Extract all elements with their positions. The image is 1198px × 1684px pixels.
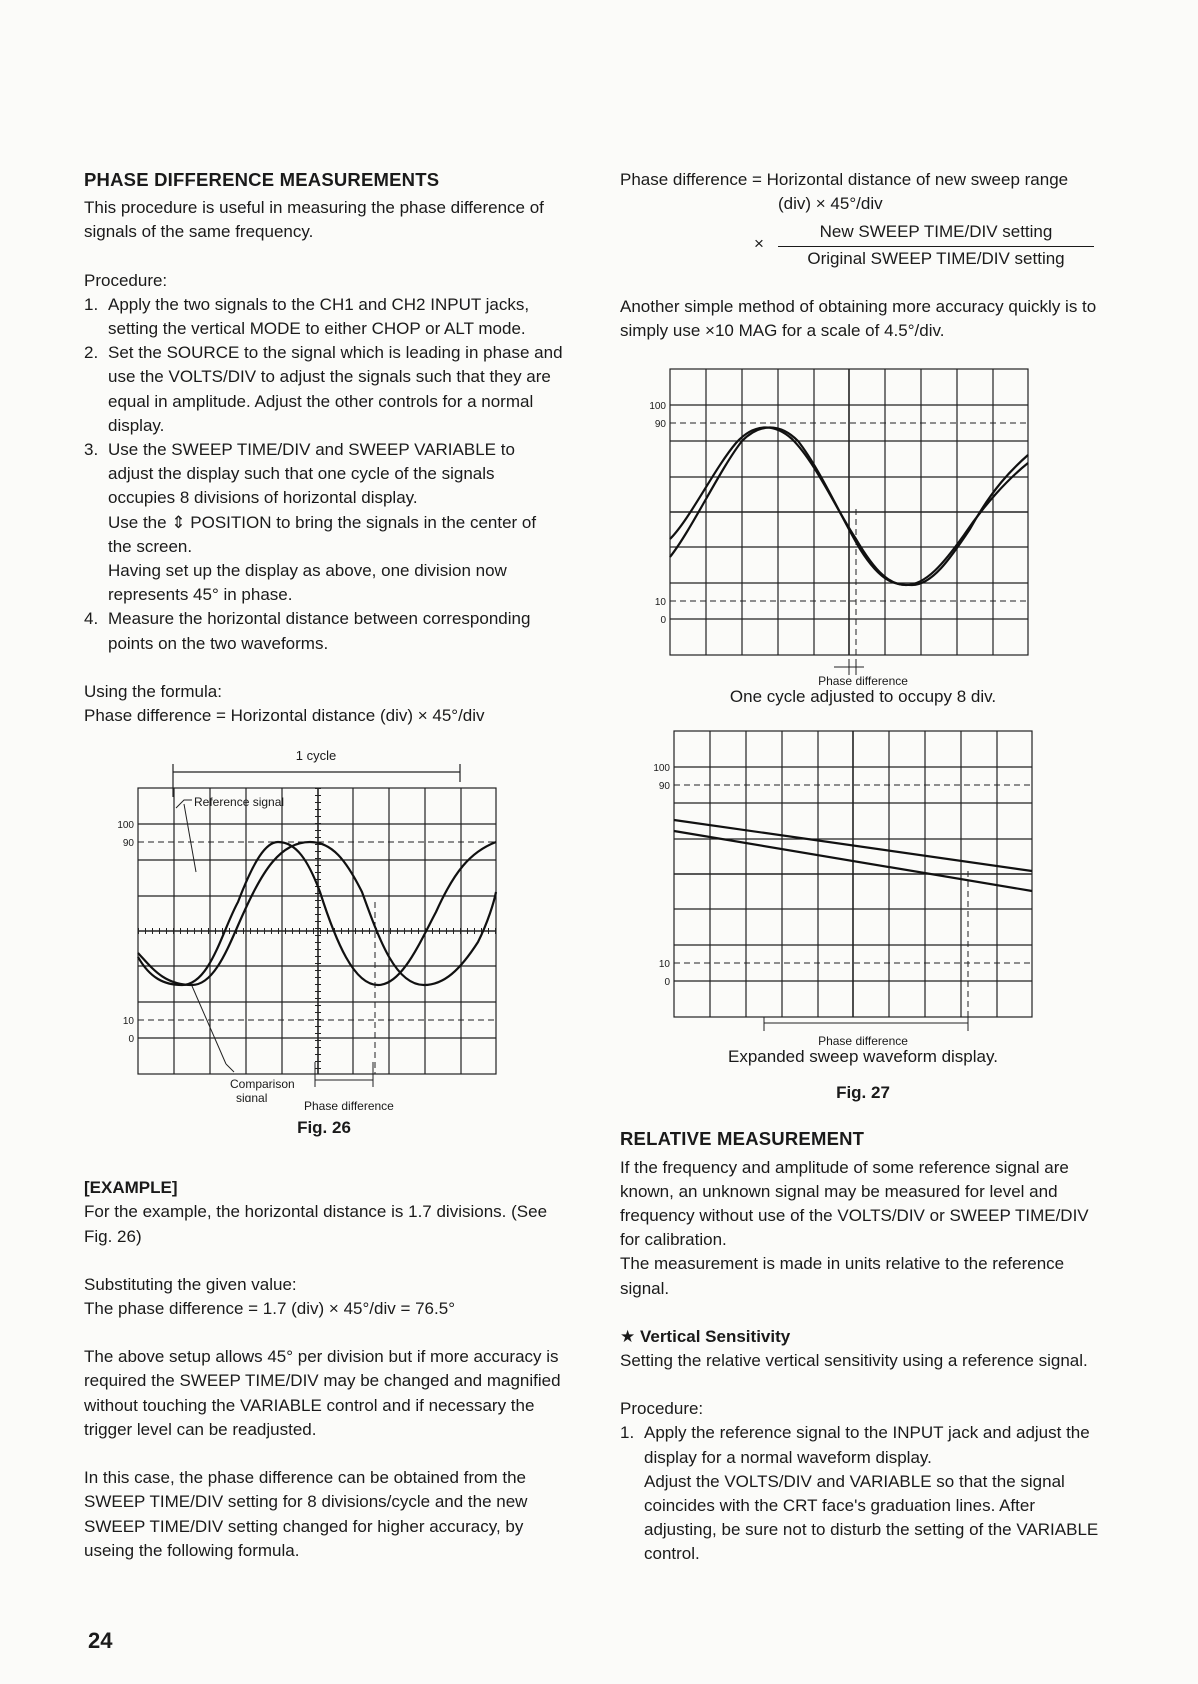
fig26-y90: 90 <box>122 838 134 850</box>
fig27b-y0: 0 <box>664 977 670 989</box>
fig27a-phase-label: Phase difference <box>818 674 908 689</box>
fig26-label: Fig. 26 <box>297 1118 351 1138</box>
phase-formula: Phase difference = Horizontal distance (div) × 45°/div <box>84 706 485 726</box>
intro-paragraph: This procedure is useful in measuring the phase difference of signals of the same frequency. <box>84 198 544 242</box>
fig27a-caption: One cycle adjusted to occupy 8 div. <box>729 687 997 707</box>
section-heading-phase: PHASE DIFFERENCE MEASUREMENTS <box>84 169 440 190</box>
fig27b-caption: Expanded sweep waveform display. <box>728 1047 998 1067</box>
relative-paragraph-2: The measurement is made in units relative to the reference signal. <box>620 1254 1065 1298</box>
times-symbol: × <box>754 234 764 254</box>
fig26-y0: 0 <box>128 1034 134 1046</box>
formula-intro-paragraph: In this case, the phase difference can be obtained from the SWEEP TIME/DIV setting for 8 divisions/cycle and the new SWEEP TIME/DIV setting changed for higher accuracy, by useing the following formula. <box>84 1468 528 1560</box>
fig27b-oscilloscope-display <box>620 721 1106 1039</box>
fig27a-y100: 100 <box>649 401 666 413</box>
figure-27b <box>620 721 1106 1075</box>
procedure-label: Procedure: <box>84 270 168 290</box>
step-4: 4. Measure the horizontal distance between corresponding points on the two waveforms. <box>84 609 531 653</box>
fig27b-phase-label: Phase difference <box>818 1034 908 1049</box>
figure-27a <box>620 359 1106 715</box>
substitution-formula: The phase difference = 1.7 (div) × 45°/div = 76.5° <box>84 1299 455 1319</box>
relative-procedure-steps <box>620 1421 1106 1566</box>
example-text: For the example, the horizontal distance is 1.7 divisions. (See Fig. 26) <box>84 1202 548 1246</box>
fraction-numerator: New SWEEP TIME/DIV setting <box>778 220 1094 246</box>
fig26-phase-label: Phase difference <box>304 1099 394 1114</box>
fig27-label: Fig. 27 <box>836 1083 890 1103</box>
figure-26 <box>84 742 564 1138</box>
accuracy-paragraph: The above setup allows 45° per division but if more accuracy is required the SWEEP TIME/DIV may be changed and magnified without touching the VARIABLE control and if necessary the trigger level can be readjusted. <box>84 1347 561 1439</box>
fig26-oscilloscope-display <box>84 742 564 1102</box>
step-3: 3. Use the SWEEP TIME/DIV and SWEEP VARIABLE to adjust the display such that one cycle of the signals occupies 8 divisions of horizontal display. Use the ⇕ POSITION to bring the signals in the center of the screen. Having set up the display as above, one division now represents 45° in phase. <box>84 440 537 605</box>
fig27a-y90: 90 <box>654 419 666 431</box>
fig26-reference-label: Reference signal <box>194 795 285 810</box>
section-heading-relative: RELATIVE MEASUREMENT <box>620 1128 865 1150</box>
page-number: 24 <box>88 1628 113 1653</box>
fig26-y10: 10 <box>122 1016 134 1028</box>
fig27a-oscilloscope-display <box>620 359 1106 679</box>
vertical-sensitivity-heading: ★ Vertical Sensitivity <box>620 1326 791 1346</box>
example-heading: [EXAMPLE] <box>84 1178 178 1198</box>
relative-paragraph-1: If the frequency and amplitude of some reference signal are known, an unknown signal may be measured for level and frequency without use of the VOLTS/DIV or SWEEP TIME/DIV for calibration. <box>620 1157 1089 1250</box>
fig26-y100: 100 <box>117 820 134 832</box>
right-column <box>620 168 1106 1567</box>
fig27a-y0: 0 <box>660 615 666 627</box>
fig27a-y10: 10 <box>654 597 666 609</box>
vertical-sensitivity-text: Setting the relative vertical sensitivity using a reference signal. <box>620 1351 1088 1371</box>
fig26-cycle-label: 1 cycle <box>295 748 337 764</box>
sweep-formula-line1: Phase difference = Horizontal distance of new sweep range <box>620 170 1069 189</box>
fig27b-y10: 10 <box>658 959 670 971</box>
fig26-comparison-label: Comparison <box>230 1077 295 1092</box>
relative-step-1: 1. Apply the reference signal to the INPUT jack and adjust the display for a normal waveform display. Adjust the VOLTS/DIV and VARIABLE so that the signal coincides with the CRT face's graduation lines. After adjusting, be sure not to disturb the setting of the VARIABLE control. <box>620 1423 1099 1564</box>
substitution-label: Substituting the given value: <box>84 1274 297 1294</box>
procedure-steps <box>84 293 564 656</box>
formula-label: Using the formula: <box>84 681 222 701</box>
procedure-label-right: Procedure: <box>620 1399 704 1419</box>
mag-paragraph: Another simple method of obtaining more accuracy quickly is to simply use ×10 MAG for a scale of 4.5°/div. <box>620 296 1097 341</box>
fraction-denominator: Original SWEEP TIME/DIV setting <box>807 248 1065 268</box>
fig27b-y100: 100 <box>653 763 670 775</box>
sweep-ratio-fraction <box>754 220 1094 270</box>
step-1: 1. Apply the two signals to the CH1 and CH2 INPUT jacks, setting the vertical MODE to either CHOP or ALT mode. <box>84 294 530 339</box>
fig26-comparison-label-2: signal <box>236 1091 268 1103</box>
left-column <box>84 168 564 1563</box>
sweep-formula-line2: (div) × 45°/div <box>778 194 883 214</box>
fig27b-y90: 90 <box>658 781 670 793</box>
step-2: 2. Set the SOURCE to the signal which is leading in phase and use the VOLTS/DIV to adjust the signals such that they are equal in amplitude. Adjust the other controls for a normal display. <box>84 343 563 435</box>
